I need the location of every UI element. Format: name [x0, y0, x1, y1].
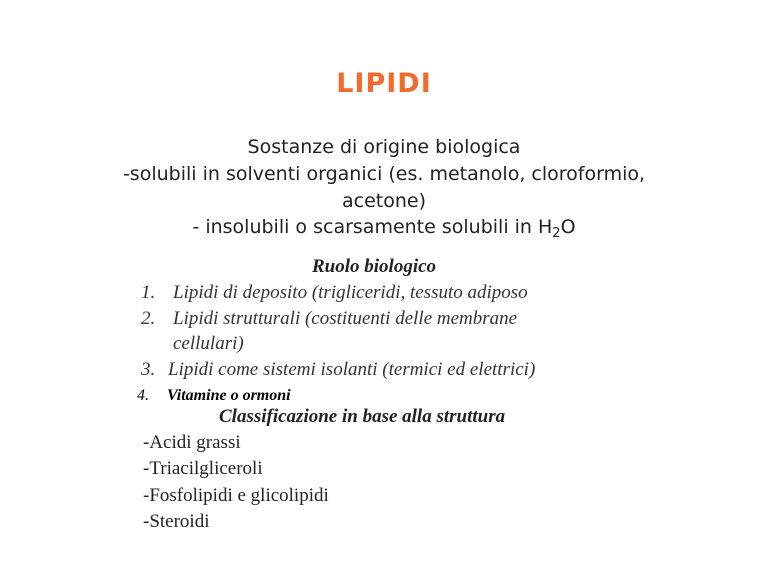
intro-line-4: - insolubili o scarsamente solubili in $H_2O$: [192, 216, 576, 241]
ruolo-item-text: Lipidi di deposito (trigliceridi, tessuto adiposo: [173, 282, 528, 303]
slide-title: LIPIDI: [336, 68, 432, 99]
ruolo-item-number: 4.: [137, 387, 149, 404]
ruolo-item-number: 3.: [141, 359, 156, 380]
ruolo-item-text: Vitamine o ormoni: [167, 387, 291, 404]
ruolo-item-text: cellulari): [173, 333, 244, 354]
classificazione-item: -Fosfolipidi e glicolipidi: [143, 485, 329, 506]
intro-line-2: -solubili in solventi organici (es. metanolo, cloroformio,: [122, 163, 646, 185]
classificazione-item: -Steroidi: [143, 511, 210, 532]
ruolo-item-text: Lipidi strutturali (costituenti delle membrane: [173, 308, 518, 329]
intro-line-1: Sostanze di origine biologica: [247, 136, 521, 158]
ruolo-item-number: 1.: [141, 282, 156, 303]
classificazione-item: -Acidi grassi: [143, 432, 241, 453]
classificazione-heading: Classificazione in base alla struttura: [219, 406, 506, 427]
ruolo-heading: Ruolo biologico: [312, 256, 437, 277]
classificazione-item: -Triacilgliceroli: [143, 458, 263, 479]
intro-line-3: acetone): [342, 190, 426, 212]
ruolo-item-number: 2.: [141, 308, 156, 329]
ruolo-item-text: Lipidi come sistemi isolanti (termici ed elettrici): [168, 359, 536, 380]
